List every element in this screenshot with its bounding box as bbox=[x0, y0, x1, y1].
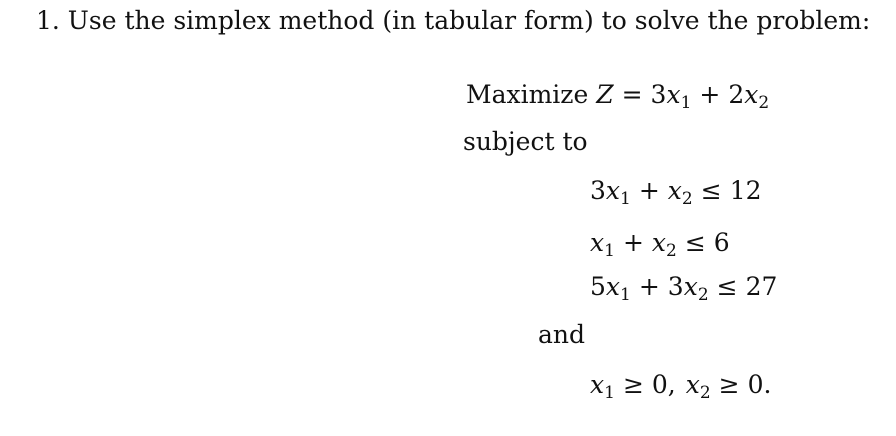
constraint-rhs: 27 bbox=[745, 272, 778, 301]
constraint-relation: ≤ bbox=[684, 228, 706, 257]
constraint-sub-1: 1 bbox=[620, 285, 631, 305]
constraint-sub-2: 2 bbox=[681, 189, 693, 209]
constraint-coef-1: 5 bbox=[590, 272, 606, 301]
nonneg-value-1: 0 bbox=[651, 370, 668, 399]
objective-var-2: x bbox=[744, 80, 759, 109]
constraint-var-2: x bbox=[651, 228, 666, 257]
constraint-var-2: x bbox=[683, 272, 698, 301]
objective-plus: + bbox=[699, 80, 721, 109]
constraint-1 bbox=[590, 176, 762, 214]
nonneg-separator: , bbox=[667, 370, 676, 399]
constraint-relation: ≤ bbox=[716, 272, 738, 301]
constraint-var-1: x bbox=[590, 228, 605, 257]
constraint-plus: + bbox=[638, 272, 660, 301]
constraint-sub-1: 1 bbox=[620, 189, 631, 209]
and-label: and bbox=[538, 320, 586, 349]
constraint-coef-2: 3 bbox=[667, 272, 684, 301]
constraint-plus: + bbox=[638, 176, 660, 205]
constraint-rhs: 12 bbox=[729, 176, 762, 205]
nonneg-value-2: 0 bbox=[747, 370, 764, 399]
nonneg-var-2: x bbox=[685, 370, 700, 399]
constraint-sub-1: 1 bbox=[604, 241, 615, 261]
constraint-2 bbox=[590, 228, 730, 266]
objective-prefix: Maximize bbox=[466, 80, 589, 109]
nonneg-relation-1: ≥ bbox=[622, 370, 644, 399]
subject-to-label: subject to bbox=[463, 127, 588, 156]
constraint-var-1: x bbox=[605, 272, 621, 301]
objective-variable: Z bbox=[596, 80, 614, 109]
constraint-sub-2: 2 bbox=[697, 285, 709, 305]
constraint-sub-2: 2 bbox=[666, 241, 677, 261]
constraint-rhs: 6 bbox=[713, 228, 730, 257]
constraint-3 bbox=[590, 272, 777, 310]
nonneg-end: . bbox=[763, 370, 772, 399]
constraint-var-1: x bbox=[605, 176, 621, 205]
objective-function bbox=[466, 80, 769, 118]
nonneg-var-1: x bbox=[590, 370, 605, 399]
objective-sub-1: 1 bbox=[680, 93, 692, 113]
problem-heading: 1. Use the simplex method (in tabular form) to solve the problem: bbox=[36, 6, 871, 35]
constraint-var-2: x bbox=[667, 176, 682, 205]
nonneg-relation-2: ≥ bbox=[718, 370, 740, 399]
nonneg-sub-2: 2 bbox=[699, 383, 711, 403]
objective-coef-1: 3 bbox=[650, 80, 667, 109]
constraint-relation: ≤ bbox=[700, 176, 722, 205]
objective-sub-2: 2 bbox=[758, 93, 770, 113]
nonnegativity-constraints bbox=[590, 370, 771, 408]
constraint-plus: + bbox=[622, 228, 644, 257]
constraint-coef-1: 3 bbox=[590, 176, 606, 205]
nonneg-sub-1: 1 bbox=[604, 383, 615, 403]
objective-var-1: x bbox=[666, 80, 681, 109]
objective-coef-2: 2 bbox=[728, 80, 745, 109]
objective-equals: = bbox=[621, 80, 643, 109]
